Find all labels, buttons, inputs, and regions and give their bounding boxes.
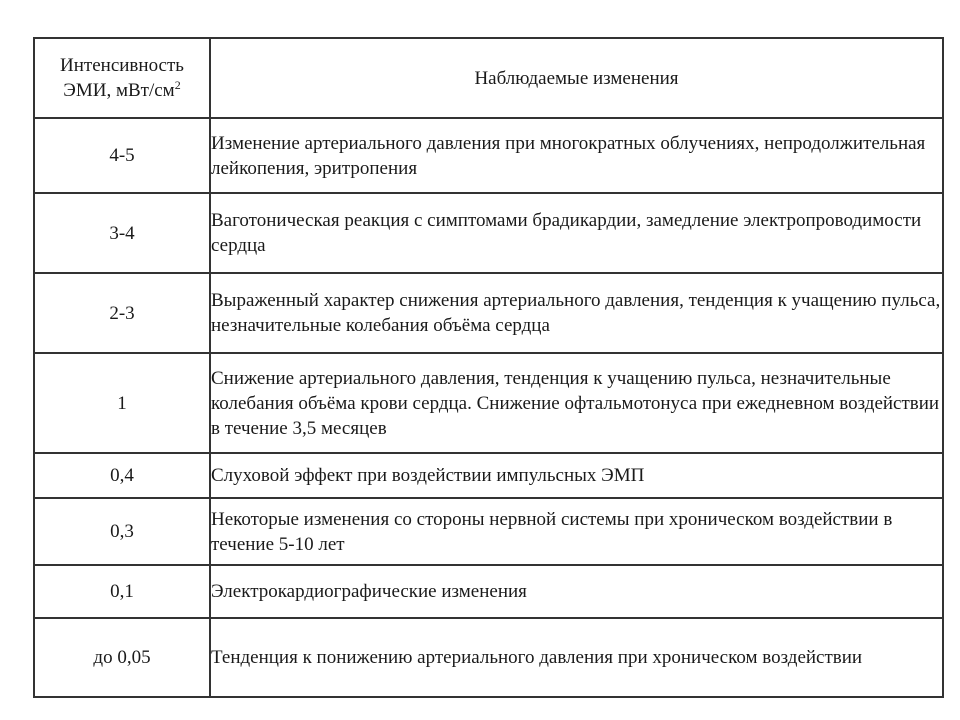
- row-intensity: 0,4: [34, 453, 210, 498]
- header-intensity: [34, 38, 210, 118]
- table-row: [34, 273, 943, 353]
- row-intensity: до 0,05: [34, 618, 210, 697]
- row-changes: Ваготоническая реакция с симптомами брадикардии, замедление электропроводимости сердца: [210, 193, 943, 273]
- header-intensity-line1: Интенсивность: [60, 55, 184, 76]
- row-changes: Тенденция к понижению артериального давления при хроническом воздействии: [210, 618, 943, 697]
- row-changes: Выраженный характер снижения артериального давления, тенденция к учащению пульса, незначительные колебания объёма сердца: [210, 273, 943, 353]
- row-intensity: 4-5: [34, 118, 210, 193]
- header-intensity-unit-superscript: 2: [174, 78, 181, 92]
- row-intensity: 2-3: [34, 273, 210, 353]
- header-observed-changes: Наблюдаемые изменения: [210, 38, 943, 118]
- row-intensity: 3-4: [34, 193, 210, 273]
- table-row: [34, 618, 943, 697]
- table-row: [34, 193, 943, 273]
- row-changes: Снижение артериального давления, тенденция к учащению пульса, незначительные колебания объёма крови сердца. Снижение офтальмотонуса при ежедневном воздействии в течение 3,5 месяцев: [210, 353, 943, 453]
- table-row: [34, 565, 943, 618]
- emi-effects-table: [33, 37, 944, 698]
- table-row: [34, 498, 943, 565]
- table-row: [34, 453, 943, 498]
- row-changes: Слуховой эффект при воздействии импульсных ЭМП: [210, 453, 943, 498]
- row-changes: Изменение артериального давления при многократных облучениях, непродолжительная лейкопения, эритропения: [210, 118, 943, 193]
- table-row: [34, 118, 943, 193]
- row-changes: Некоторые изменения со стороны нервной системы при хроническом воздействии в течение 5-10 лет: [210, 498, 943, 565]
- table-header-row: [34, 38, 943, 118]
- row-intensity: 1: [34, 353, 210, 453]
- emi-effects-table-container: [33, 37, 942, 696]
- header-intensity-line2-wrap: [35, 78, 209, 103]
- row-intensity: 0,3: [34, 498, 210, 565]
- row-changes: Электрокардиографические изменения: [210, 565, 943, 618]
- table-row: [34, 353, 943, 453]
- row-intensity: 0,1: [34, 565, 210, 618]
- header-intensity-line2: ЭМИ, мВт/см: [63, 80, 175, 101]
